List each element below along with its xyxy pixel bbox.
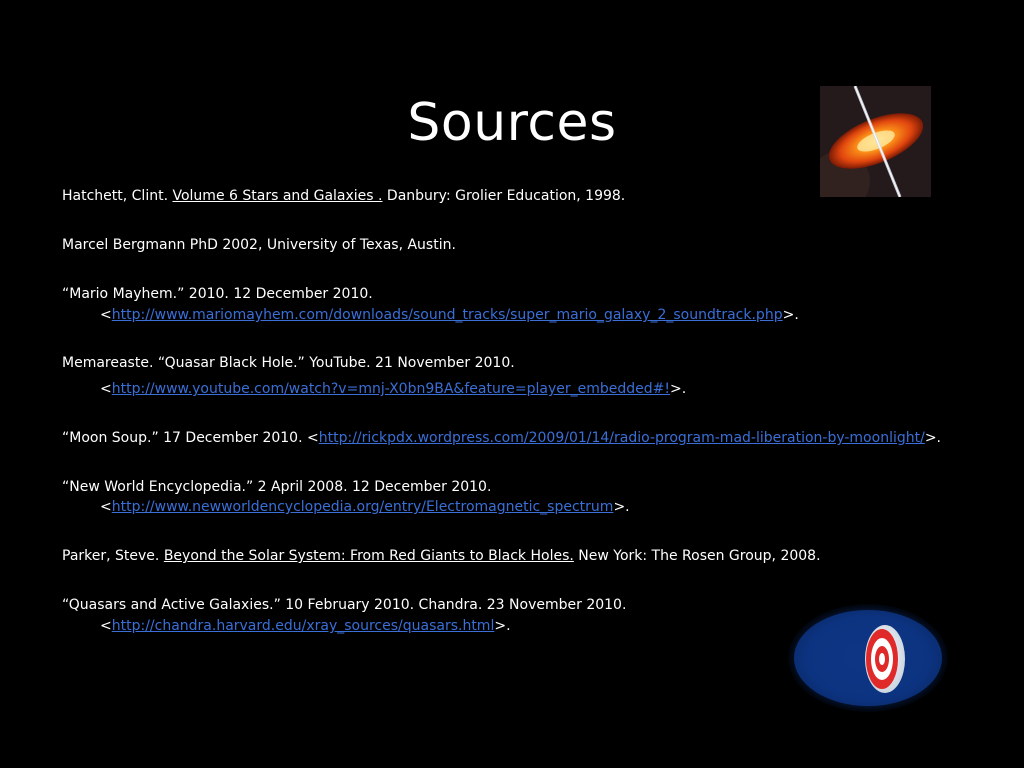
url-close-bracket: >.: [613, 499, 630, 515]
entry-publisher: New York: The Rosen Group, 2008.: [573, 548, 821, 564]
source-entry-parker: [62, 547, 821, 565]
target-image: [785, 602, 950, 715]
url-open-bracket: <: [100, 307, 112, 323]
entry-text: Marcel Bergmann PhD 2002, University of Texas, Austin.: [62, 237, 456, 253]
source-entry-hatchett: [62, 187, 625, 205]
source-entry-quasars-url: [100, 617, 511, 635]
slide-title: Sources: [407, 92, 617, 153]
source-entry-memareaste: [62, 354, 515, 372]
entry-author: Parker, Steve.: [62, 548, 164, 564]
entry-citation: “Moon Soup.” 17 December 2010. <: [62, 430, 319, 446]
url-close-bracket: >.: [494, 618, 511, 634]
source-entry-mario-mayhem: [62, 285, 373, 303]
accretion-disk-image: [820, 86, 931, 197]
entry-citation: “Quasars and Active Galaxies.” 10 February 2010. Chandra. 23 November 2010.: [62, 597, 627, 613]
chandra-link[interactable]: http://chandra.harvard.edu/xray_sources/quasars.html: [111, 618, 495, 634]
mariomayhem-link[interactable]: http://www.mariomayhem.com/downloads/sound_tracks/super_mario_galaxy_2_soundtrack.php: [111, 307, 783, 323]
rickpdx-link[interactable]: http://rickpdx.wordpress.com/2009/01/14/radio-program-mad-liberation-by-moonlight/: [318, 430, 925, 446]
entry-author: Hatchett, Clint.: [62, 188, 173, 204]
source-entry-quasars: [62, 596, 626, 614]
source-entry-bergmann: [62, 236, 456, 254]
entry-citation: Memareaste. “Quasar Black Hole.” YouTube. 21 November 2010.: [62, 355, 515, 371]
url-open-bracket: <: [100, 381, 112, 397]
source-entry-memareaste-url: [100, 380, 686, 398]
newworldencyclopedia-link[interactable]: http://www.newworldencyclopedia.org/entry/Electromagnetic_spectrum: [111, 499, 614, 515]
source-entry-new-world-encyclopedia-url: [100, 498, 630, 516]
source-entry-moon-soup: [62, 429, 941, 447]
entry-work-title: Volume 6 Stars and Galaxies .: [172, 188, 383, 204]
youtube-link[interactable]: http://www.youtube.com/watch?v=mnj-X0bn9BA&feature=player_embedded#!: [111, 381, 670, 397]
entry-work-title: Beyond the Solar System: From Red Giants to Black Holes.: [163, 548, 574, 564]
entry-publisher: Danbury: Grolier Education, 1998.: [382, 188, 626, 204]
url-open-bracket: <: [100, 499, 112, 515]
url-open-bracket: <: [100, 618, 112, 634]
url-close-bracket: >.: [924, 430, 941, 446]
source-entry-new-world-encyclopedia: [62, 478, 491, 496]
url-close-bracket: >.: [782, 307, 799, 323]
url-close-bracket: >.: [670, 381, 687, 397]
entry-citation: “New World Encyclopedia.” 2 April 2008. 12 December 2010.: [62, 479, 492, 495]
source-entry-mario-mayhem-url: [100, 306, 799, 324]
entry-citation: “Mario Mayhem.” 2010. 12 December 2010.: [62, 286, 373, 302]
